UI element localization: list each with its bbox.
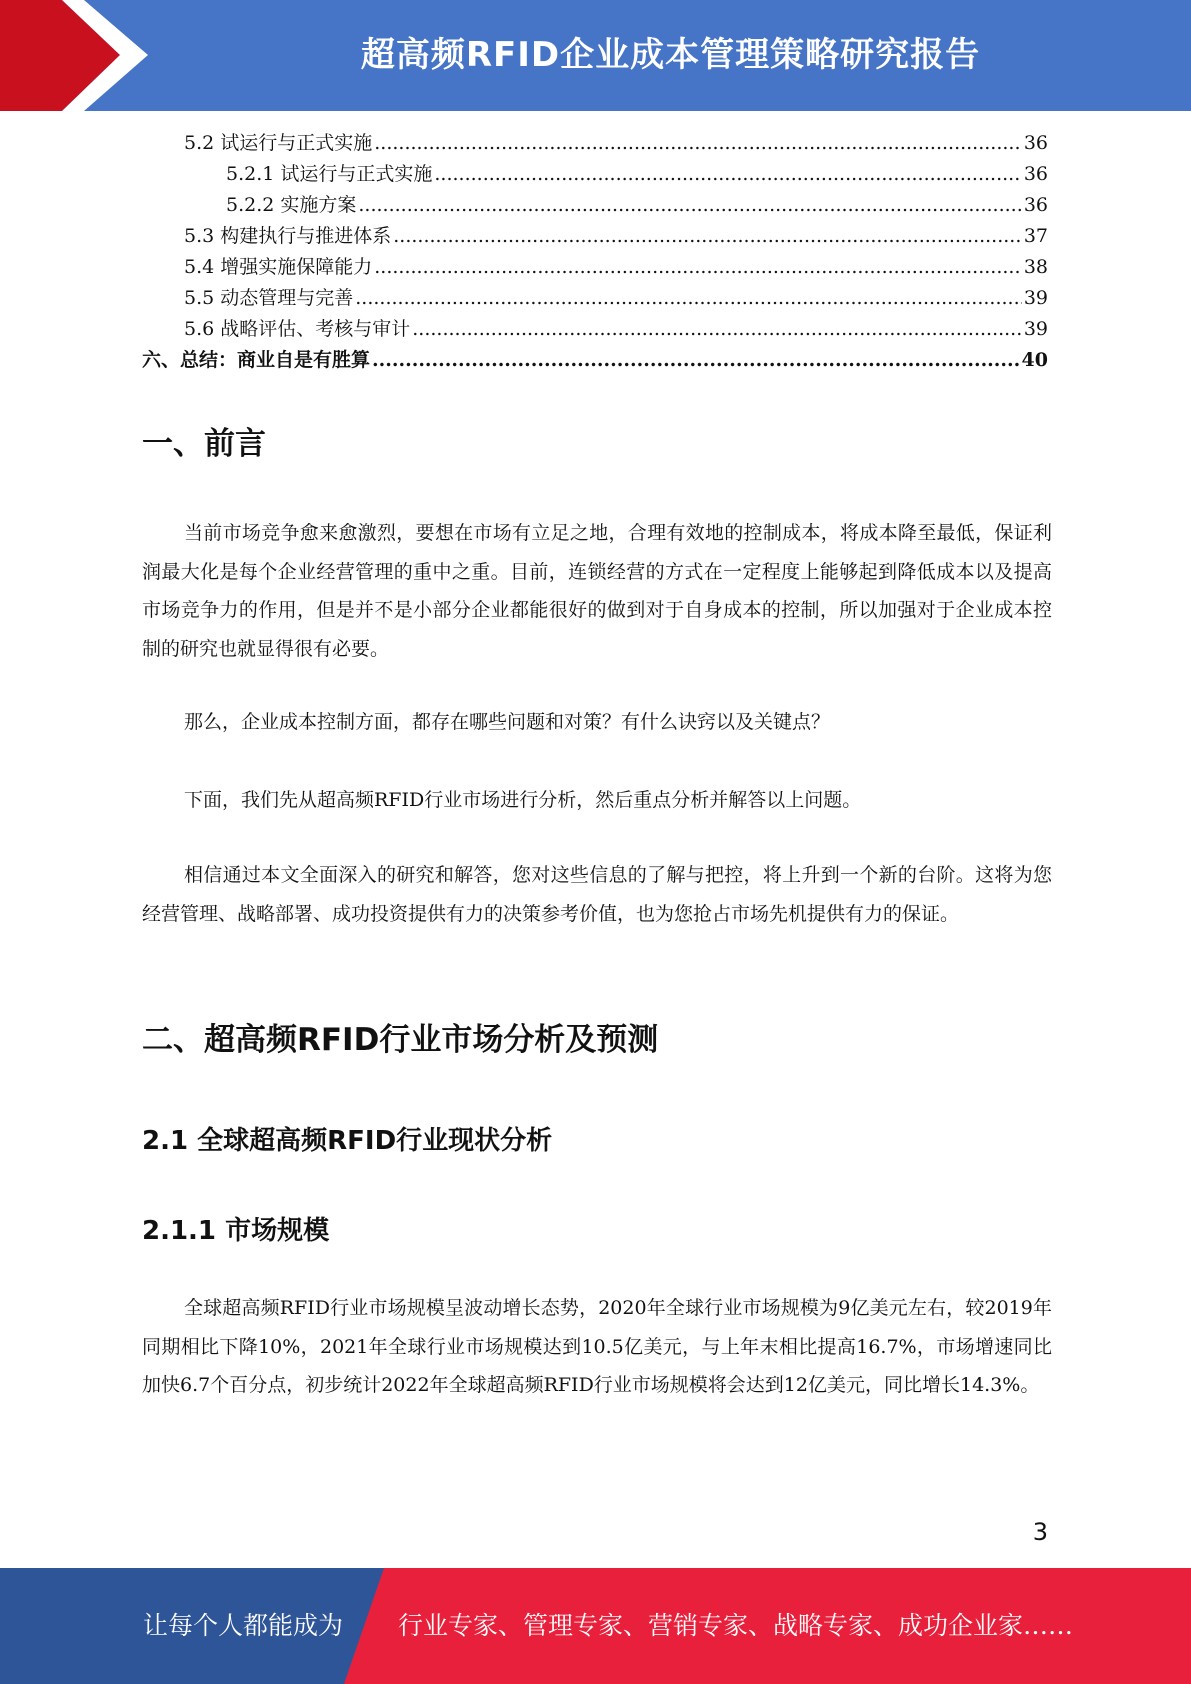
section-heading-preface: 一、前言 (142, 426, 266, 462)
toc-entry-page: 38 (1023, 256, 1048, 278)
toc-entry-page: 39 (1023, 287, 1048, 309)
toc-leader-dots (374, 256, 1022, 278)
subsection-heading-market-size: 2.1.1 市场规模 (142, 1216, 330, 1246)
toc-entry[interactable] (142, 283, 1048, 314)
toc-leader-dots (358, 194, 1021, 216)
preface-paragraph-3: 下面，我们先从超高频RFID行业市场进行分析，然后重点分析并解答以上问题。 (184, 789, 862, 811)
report-title: 超高频RFID企业成本管理策略研究报告 (360, 35, 981, 75)
toc-entry[interactable] (142, 190, 1048, 221)
toc-leader-dots (355, 287, 1022, 309)
toc-entry[interactable] (142, 128, 1048, 159)
toc-leader-dots (434, 163, 1021, 185)
toc-entry-label: 5.2.2 实施方案 (226, 194, 357, 216)
toc-entry[interactable] (142, 314, 1048, 345)
toc-entry-label: 5.5 动态管理与完善 (184, 287, 354, 309)
toc-leader-dots (374, 132, 1022, 154)
toc-entry-label: 5.2 试运行与正式实施 (184, 132, 373, 154)
toc-entry-page: 37 (1023, 225, 1048, 247)
toc-entry-page: 40 (1021, 349, 1048, 371)
market-size-paragraph: 全球超高频RFID行业市场规模呈波动增长态势，2020年全球行业市场规模为9亿美元左右，较2019年同期相比下降10%，2021年全球行业市场规模达到10.5亿美元，与上年末相比提高16.7%，市场增速同比加快6.7个百分点，初步统计2022年全球超高频RFID行业市场规模将会达到12亿美元，同比增长14.3%。 (142, 1297, 1052, 1396)
toc-entry-label: 5.2.1 试运行与正式实施 (226, 163, 433, 185)
footer-slogan-right: 行业专家、管理专家、营销专家、战略专家、成功企业家…… (398, 1611, 1074, 1640)
section-heading-market: 二、超高频RFID行业市场分析及预测 (142, 1022, 659, 1058)
toc-entry-label: 5.3 构建执行与推进体系 (184, 225, 392, 247)
footer-slogan-left: 让每个人都能成为 (143, 1611, 344, 1640)
toc-entry-page: 36 (1023, 132, 1048, 154)
toc-entry[interactable] (142, 252, 1048, 283)
toc-entry-page: 36 (1023, 163, 1048, 185)
toc-entry[interactable] (142, 159, 1048, 190)
toc-leader-dots (412, 318, 1022, 340)
page-header (0, 0, 1191, 111)
table-of-contents (142, 128, 1048, 376)
page-footer (0, 1568, 1191, 1684)
page-number: 3 (1032, 1518, 1048, 1546)
toc-entry-label: 5.6 战略评估、考核与审计 (184, 318, 411, 340)
toc-entry[interactable] (142, 221, 1048, 252)
toc-entry-label: 六、总结：商业自是有胜算 (142, 349, 371, 371)
toc-leader-dots (393, 225, 1022, 247)
toc-entry-label: 5.4 增强实施保障能力 (184, 256, 373, 278)
preface-paragraph-2: 那么，企业成本控制方面，都存在哪些问题和对策？有什么诀窍以及关键点？ (184, 711, 831, 733)
toc-entry-page: 36 (1023, 194, 1048, 216)
preface-paragraph-1: 当前市场竞争愈来愈激烈，要想在市场有立足之地，合理有效地的控制成本，将成本降至最低，保证利润最大化是每个企业经营管理的重中之重。目前，连锁经营的方式在一定程度上能够起到降低成本以及提高市场竞争力的作用，但是并不是小部分企业都能很好的做到对于自身成本的控制，所以加强对于企业成本控制的研究也就显得很有必要。 (142, 522, 1052, 660)
toc-entry-page: 39 (1023, 318, 1048, 340)
subsection-heading-global: 2.1 全球超高频RFID行业现状分析 (142, 1126, 553, 1156)
toc-entry[interactable] (142, 345, 1048, 376)
toc-leader-dots (372, 349, 1020, 371)
preface-paragraph-4: 相信通过本文全面深入的研究和解答，您对这些信息的了解与把控，将上升到一个新的台阶。这将为您经营管理、战略部署、成功投资提供有力的决策参考价值，也为您抢占市场先机提供有力的保证。 (142, 864, 1052, 925)
